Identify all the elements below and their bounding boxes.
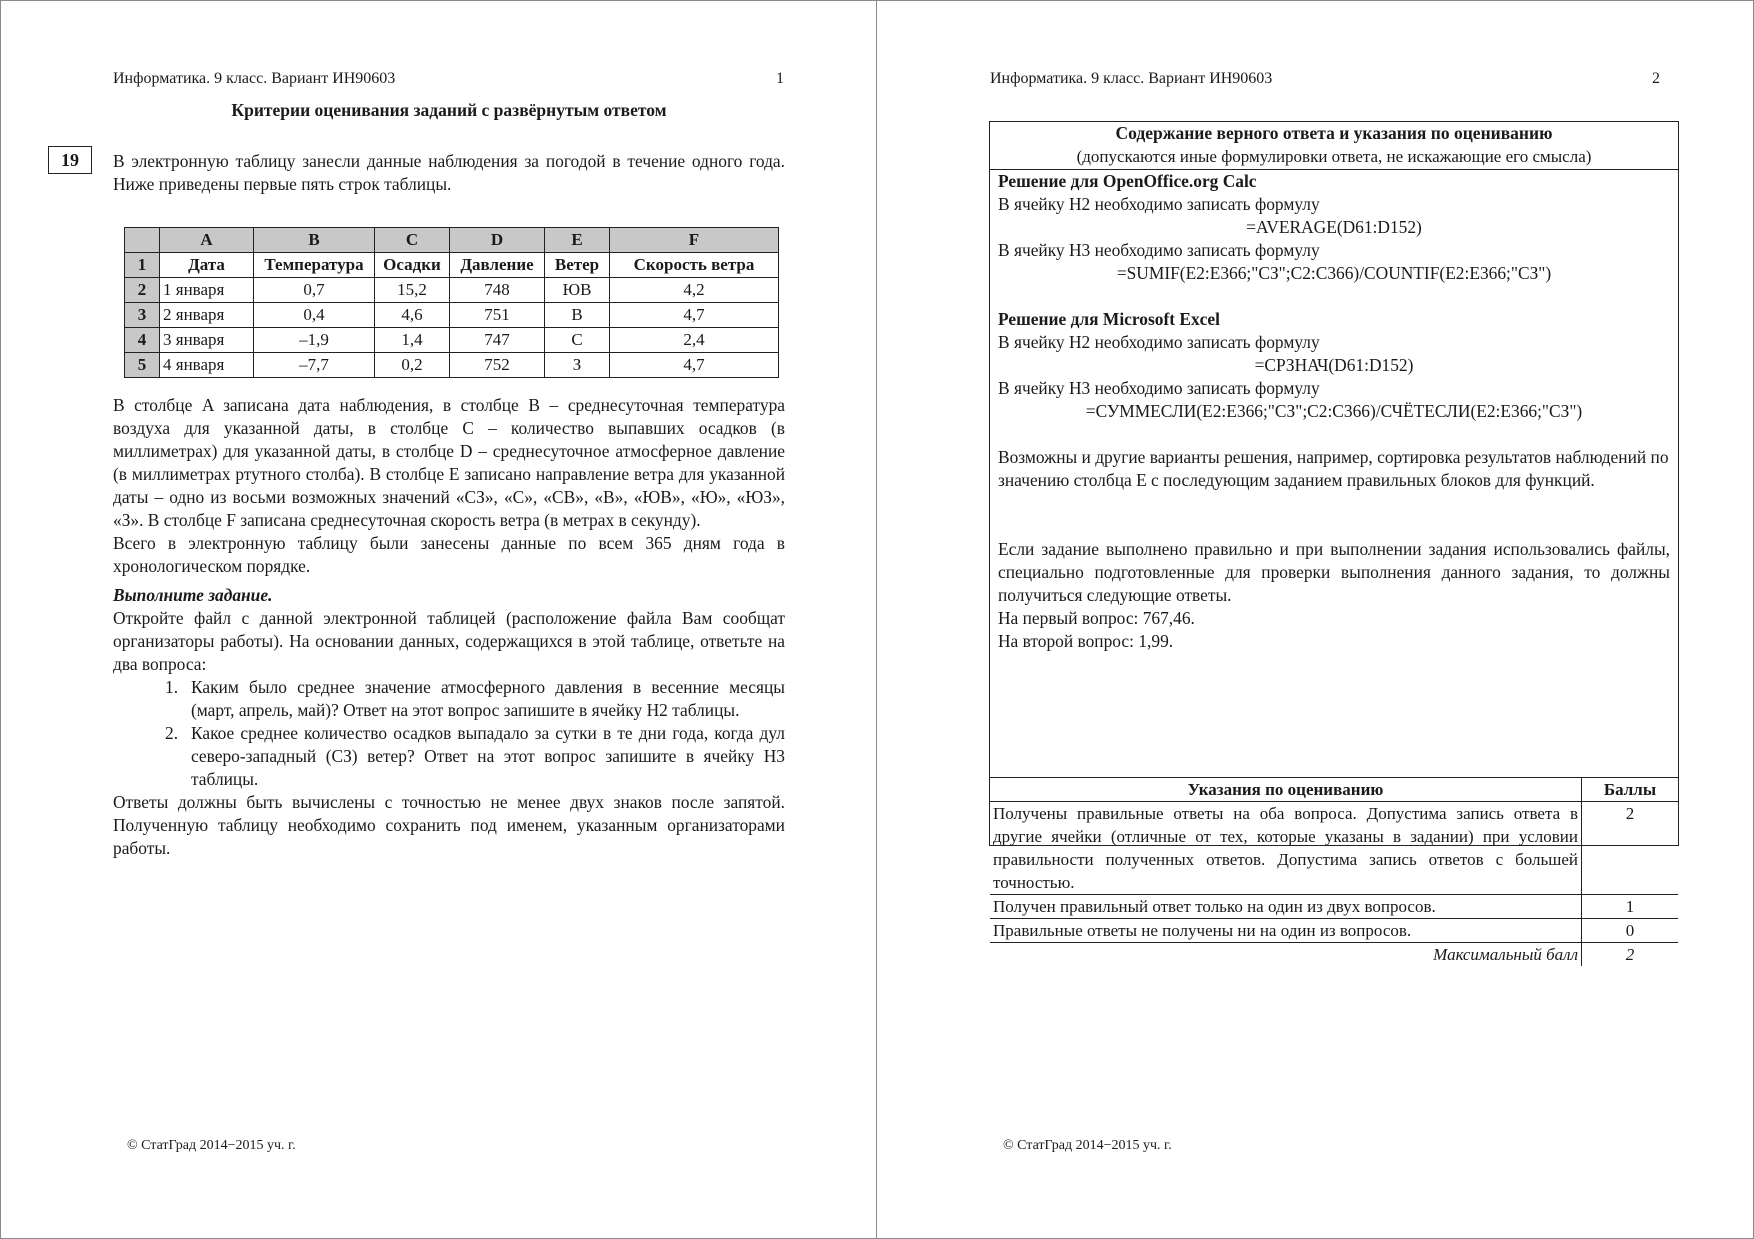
table-cell: 4,2	[610, 278, 779, 303]
max-score-label: Максимальный балл	[990, 943, 1582, 967]
row-number: 5	[125, 353, 160, 378]
formula-h3: =СУММЕСЛИ(E2:E366;"СЗ";C2:C366)/СЧЁТЕСЛИ(E2:E366;"СЗ")	[1085, 401, 1583, 421]
check-text: Если задание выполнено правильно и при выполнении задания использовались файлы, специально подготовленные для проверки выполнения данного задания, то должны получиться следующие ответы.	[998, 539, 1670, 605]
max-score-value: 2	[1582, 943, 1679, 967]
answer-2: На второй вопрос: 1,99.	[998, 631, 1174, 651]
criteria-desc: Получен правильный ответ только на один из двух вопросов.	[990, 895, 1582, 919]
page-header: Информатика. 9 класс. Вариант ИН90603	[113, 70, 396, 87]
table-cell: Дата	[160, 253, 254, 278]
formula-label: В ячейку H3 необходимо записать формулу	[998, 240, 1320, 260]
formula-label: В ячейку H3 необходимо записать формулу	[998, 378, 1320, 398]
table-cell: 4 января	[160, 353, 254, 378]
row-number: 4	[125, 328, 160, 353]
criteria-header-row	[990, 778, 1678, 802]
answer-1: На первый вопрос: 767,46.	[998, 608, 1195, 628]
max-score-row	[990, 943, 1678, 967]
task-body	[113, 394, 785, 860]
formula-label: В ячейку H2 необходимо записать формулу	[998, 194, 1320, 214]
task-heading: Выполните задание.	[113, 585, 273, 605]
row-number: 2	[125, 278, 160, 303]
column-description: В столбце A записана дата наблюдения, в столбце B – среднесуточная температура воздуха для указанной даты, в столбце C – количество выпавших осадков (в миллиметрах) для указанной даты, в столбце D – среднесуточное атмосферное давление (в миллиметрах ртутного столба). В столбце E записано направление ветра для указанной даты – одно из восьми возможных значений «СЗ», «С», «СВ», «В», «ЮВ», «Ю», «ЮЗ», «З». В столбце F записана среднесуточная скорость ветра (в метрах в секунду).	[113, 395, 785, 530]
criteria-points: 1	[1582, 895, 1679, 919]
table-cell: 2 января	[160, 303, 254, 328]
table-cell: 0,7	[254, 278, 375, 303]
table-cell: ЮВ	[545, 278, 610, 303]
solution-excel	[998, 308, 1670, 423]
list-item	[113, 722, 785, 791]
table-cell: 15,2	[375, 278, 450, 303]
question-text: Каким было среднее значение атмосферного давления в весенние месяцы (март, апрель, май)? Ответ на этот вопрос запишите в ячейку H2 таблицы.	[191, 677, 785, 720]
column-header: E	[545, 228, 610, 253]
column-header: B	[254, 228, 375, 253]
criteria-header-points: Баллы	[1582, 778, 1679, 802]
page-divider	[876, 0, 877, 1239]
column-header: F	[610, 228, 779, 253]
table-row	[125, 328, 779, 353]
table-cell: 0,4	[254, 303, 375, 328]
table-cell: З	[545, 353, 610, 378]
table-row	[990, 895, 1678, 919]
left-page	[0, 0, 876, 1239]
question-text: Какое среднее количество осадков выпадало за сутки в те дни года, когда дул северо-западный (СЗ) ветер? Ответ на этот вопрос запишите в ячейку H3 таблицы.	[191, 723, 785, 789]
table-cell: 4,6	[375, 303, 450, 328]
alternative-note: Возможны и другие варианты решения, например, сортировка результатов наблюдений по значению столбца E с последующим заданием правильных блоков для функций.	[998, 447, 1669, 490]
table-cell: Скорость ветра	[610, 253, 779, 278]
row-number: 3	[125, 303, 160, 328]
table-row	[125, 353, 779, 378]
table-cell: 3 января	[160, 328, 254, 353]
weather-table	[124, 227, 779, 378]
page-footer: © СтатГрад 2014−2015 уч. г.	[1003, 1138, 1172, 1153]
criteria-table	[990, 777, 1678, 966]
column-header-row	[125, 228, 779, 253]
criteria-table-wrap	[990, 777, 1678, 966]
table-cell: С	[545, 328, 610, 353]
table-cell: –7,7	[254, 353, 375, 378]
answer-box	[989, 121, 1679, 964]
task-intro: В электронную таблицу занесли данные наблюдения за погодой в течение одного года. Ниже приведены первые пять строк таблицы.	[113, 151, 785, 194]
table-cell: 4,7	[610, 353, 779, 378]
table-cell: 1 января	[160, 278, 254, 303]
column-header: C	[375, 228, 450, 253]
answer-box-header	[990, 122, 1678, 170]
page-title: Критерии оценивания заданий с развёрнутым ответом	[231, 100, 667, 120]
formula-h2: =СРЗНАЧ(D61:D152)	[1254, 355, 1414, 375]
table-cell: Ветер	[545, 253, 610, 278]
answer-box-subtitle: (допускаются иные формулировки ответа, не искажающие его смысла)	[1076, 147, 1592, 166]
table-row	[990, 802, 1678, 895]
question-number: 2.	[165, 723, 179, 743]
page-number: 2	[1652, 70, 1660, 87]
expected-answers	[998, 538, 1670, 653]
solution-openoffice	[998, 170, 1670, 285]
page-number: 1	[776, 70, 784, 87]
table-cell: 752	[450, 353, 545, 378]
list-item	[113, 676, 785, 722]
formula-h2: =AVERAGE(D61:D152)	[1246, 217, 1422, 237]
total-note: Всего в электронную таблицу были занесены данные по всем 365 дням года в хронологическом порядке.	[113, 533, 785, 576]
column-header: D	[450, 228, 545, 253]
table-cell: 4,7	[610, 303, 779, 328]
table-cell: В	[545, 303, 610, 328]
criteria-desc: Правильные ответы не получены ни на один из вопросов.	[990, 919, 1582, 943]
question-number: 1.	[165, 677, 179, 697]
table-row	[125, 253, 779, 278]
criteria-desc: Получены правильные ответы на оба вопроса. Допустима запись ответа в другие ячейки (отличные от тех, которые указаны в задании) при условии правильности полученных ответов. Допустима запись ответов с большей точностью.	[990, 802, 1582, 895]
table-cell: 751	[450, 303, 545, 328]
question-list	[113, 676, 785, 791]
row-number: 1	[125, 253, 160, 278]
criteria-header-desc: Указания по оцениванию	[990, 778, 1582, 802]
table-row	[125, 303, 779, 328]
answer-box-title: Содержание верного ответа и указания по оцениванию	[1115, 123, 1553, 143]
page-header: Информатика. 9 класс. Вариант ИН90603	[990, 70, 1273, 87]
task-text: Откройте файл с данной электронной таблицей (расположение файла Вам сообщат организаторы работы). На основании данных, содержащихся в этой таблице, ответьте на два вопроса:	[113, 608, 785, 674]
column-header: A	[160, 228, 254, 253]
page-footer: © СтатГрад 2014−2015 уч. г.	[127, 1138, 296, 1153]
closing-text: Ответы должны быть вычислены с точностью не менее двух знаков после запятой. Полученную таблицу необходимо сохранить под именем, указанным организаторами работы.	[113, 792, 785, 858]
table-cell: Давление	[450, 253, 545, 278]
criteria-points: 0	[1582, 919, 1679, 943]
table-cell: 1,4	[375, 328, 450, 353]
corner-cell	[125, 228, 160, 253]
table-cell: 747	[450, 328, 545, 353]
table-cell: 2,4	[610, 328, 779, 353]
solution-heading: Решение для OpenOffice.org Calc	[998, 171, 1257, 191]
table-row	[990, 919, 1678, 943]
task-number-badge: 19	[48, 146, 92, 174]
table-cell: 0,2	[375, 353, 450, 378]
formula-h3: =SUMIF(E2:E366;"СЗ";C2:C366)/COUNTIF(E2:E366;"СЗ")	[1116, 263, 1552, 283]
table-cell: –1,9	[254, 328, 375, 353]
solution-heading: Решение для Microsoft Excel	[998, 309, 1220, 329]
table-cell: Осадки	[375, 253, 450, 278]
formula-label: В ячейку H2 необходимо записать формулу	[998, 332, 1320, 352]
table-row	[125, 278, 779, 303]
criteria-points: 2	[1582, 802, 1679, 895]
table-cell: 748	[450, 278, 545, 303]
table-cell: Температура	[254, 253, 375, 278]
